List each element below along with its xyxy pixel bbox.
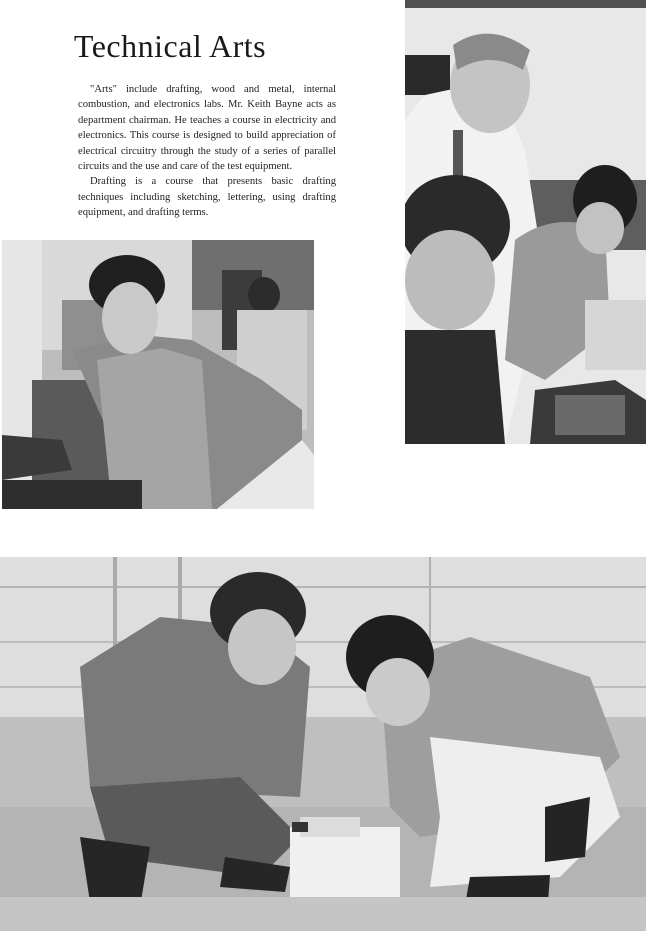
paragraph-2: Drafting is a course that presents basic drafting techniques including sketching, lettering, using drafting equipment, and drafting terms. <box>78 176 336 219</box>
paragraph-1: "Arts" include drafting, wood and metal, internal combustion, and electronics labs. Mr. Keith Bayne acts as department chairman. He teaches a course in electricity and electronics. This course is designed to build appreciation of electrical circuitry through the study of a series of parallel circuits and the use and care of the test equipment. <box>78 84 336 173</box>
photo-students-kneeling <box>0 557 646 931</box>
article-body <box>78 82 336 221</box>
photo-lathe-graphic <box>2 240 314 509</box>
photo-floor-graphic <box>0 557 646 931</box>
page-title: Technical Arts <box>73 28 267 64</box>
photo-teacher-graphic <box>405 0 646 444</box>
photo-teacher-with-students <box>405 0 646 444</box>
photo-student-at-lathe <box>2 240 314 509</box>
